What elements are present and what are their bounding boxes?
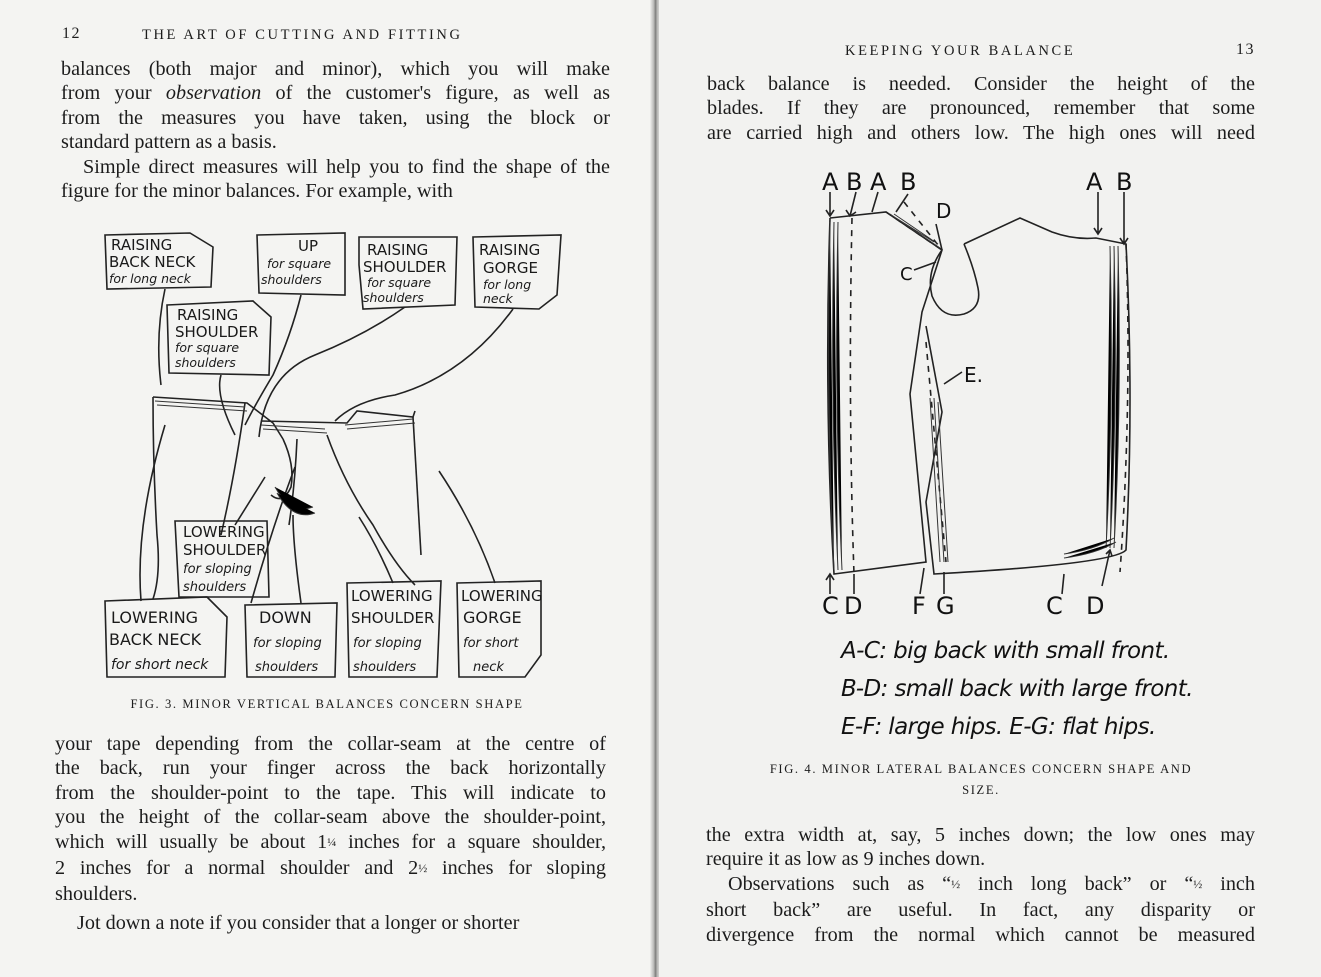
- text-line: 2 inches for a normal shoulder and 2½ inches for sloping: [55, 857, 606, 880]
- figure-4-legend-line-3: E-F: large hips. E-G: flat hips.: [841, 714, 1156, 740]
- label-lowering-shoulder-mid-2: SHOULDER: [183, 541, 267, 559]
- label-raising-shoulder-left-4: shoulders: [175, 355, 236, 370]
- label-lowering-gorge-3: for short: [463, 636, 519, 651]
- text-line: the back, run your finger across the back horizontally: [55, 757, 606, 780]
- text-line: Jot down a note if you consider that a longer or shorter: [77, 911, 520, 934]
- text-line: balances (both major and minor), which you will make: [61, 58, 610, 80]
- label-lowering-shoulder-mid-4: shoulders: [183, 580, 247, 595]
- label-raising-shoulder-left-1: RAISING: [177, 306, 239, 324]
- label-raising-gorge-3: for long: [483, 277, 532, 292]
- label-lowering-gorge-1: LOWERING: [461, 587, 543, 605]
- letter-a-2: A: [870, 168, 887, 196]
- label-up-3: shoulders: [261, 272, 322, 287]
- letter-d-1: D: [844, 592, 863, 620]
- text-line: Observations such as “½ inch long back” or “½ inch: [728, 872, 1255, 895]
- text-line: are carried high and others low. The high ones will need: [707, 121, 1255, 144]
- label-lowering-shoulder-mid-3: for sloping: [183, 562, 252, 577]
- text-line: shoulders.: [55, 883, 138, 906]
- figure-4-diagram: [814, 162, 1144, 622]
- page-number-right: 13: [1236, 41, 1255, 58]
- figure-4-caption-line-2: SIZE.: [962, 783, 1000, 797]
- text-line: which will usually be about 1¼ inches for a square shoulder,: [55, 830, 606, 853]
- label-up-2: for square: [267, 256, 332, 271]
- right-page: [659, 0, 1321, 977]
- label-lowering-back-neck-1: LOWERING: [111, 608, 199, 627]
- left-page: [0, 0, 652, 977]
- text-line: from your observation of the customer's figure, as well as: [61, 82, 610, 105]
- label-raising-shoulder-left-3: for square: [175, 340, 240, 355]
- label-lowering-shoulder-bottom-3: for sloping: [353, 636, 422, 651]
- letter-b-1: B: [846, 168, 863, 196]
- text-line: you the height of the collar-seam above the shoulder-point,: [55, 806, 606, 829]
- letter-c-1: C: [822, 592, 839, 620]
- label-down-2: for sloping: [253, 636, 322, 651]
- label-up-1: UP: [298, 237, 319, 255]
- paragraph-bottom-right: [706, 823, 1255, 947]
- text-line: from the shoulder-point to the tape. This will indicate to: [55, 781, 606, 804]
- label-raising-gorge-4: neck: [483, 291, 513, 306]
- label-raising-gorge-2: GORGE: [483, 259, 538, 277]
- paragraph-second-left: Simple direct measures will help you to find the shape of the figure for the minor balances. For example, with: [61, 155, 610, 203]
- label-raising-back-neck-3: for long neck: [109, 271, 191, 286]
- label-raising-gorge-1: RAISING: [479, 241, 541, 259]
- figure-4-legend-line-2: B-D: small back with large front.: [841, 676, 1193, 702]
- letter-c-2: C: [1046, 592, 1063, 620]
- label-down-1: DOWN: [259, 608, 312, 627]
- label-lowering-shoulder-bottom-4: shoulders: [353, 660, 417, 675]
- text-line: your tape depending from the collar-seam at the centre of: [55, 733, 606, 755]
- label-raising-shoulder-top-1: RAISING: [367, 241, 429, 259]
- figure-4-caption-line-1: FIG. 4. MINOR LATERAL BALANCES CONCERN SHAPE AND: [769, 762, 1193, 776]
- figure-4-legend-line-1: A-C: big back with small front.: [841, 638, 1170, 664]
- text-line: blades. If they are pronounced, remember that some: [707, 97, 1255, 120]
- page-number-left: 12: [62, 25, 81, 42]
- label-raising-shoulder-top-3: for square: [367, 275, 432, 290]
- letter-b-2: B: [900, 168, 917, 196]
- letter-c: C: [900, 264, 913, 285]
- text-line: standard pattern as a basis.: [61, 131, 277, 154]
- figure-3-diagram: [95, 225, 565, 685]
- text-line: divergence from the normal which cannot be measured: [706, 923, 1255, 946]
- letter-f: F: [912, 592, 926, 620]
- text-line: short back” are useful. In fact, any disparity or: [706, 899, 1255, 922]
- text-line: the extra width at, say, 5 inches down; the low ones may: [706, 824, 1255, 846]
- letter-d-2: D: [1086, 592, 1105, 620]
- letter-d: D: [936, 199, 952, 223]
- label-raising-shoulder-top-4: shoulders: [363, 290, 424, 305]
- label-lowering-gorge-4: neck: [473, 660, 504, 675]
- label-down-3: shoulders: [255, 660, 319, 675]
- letter-g: G: [936, 592, 955, 620]
- label-lowering-gorge-2: GORGE: [463, 608, 522, 627]
- paragraph-top-left: [61, 57, 610, 203]
- label-raising-shoulder-top-2: SHOULDER: [363, 258, 447, 276]
- label-raising-back-neck-2: BACK NECK: [109, 253, 196, 271]
- text-line: back balance is needed. Consider the height of the: [707, 73, 1255, 95]
- label-lowering-shoulder-bottom-2: SHOULDER: [351, 609, 435, 627]
- label-raising-back-neck-1: RAISING: [111, 236, 173, 254]
- letter-a-1: A: [822, 168, 839, 196]
- label-lowering-back-neck-3: for short neck: [111, 657, 209, 673]
- label-lowering-shoulder-mid-1: LOWERING: [183, 523, 265, 541]
- label-raising-shoulder-left-2: SHOULDER: [175, 323, 259, 341]
- text-line: from the measures you have taken, using the block or: [61, 106, 610, 129]
- running-head-left: THE ART OF CUTTING AND FITTING: [142, 27, 463, 43]
- letter-b-3: B: [1116, 168, 1133, 196]
- text-line: require it as low as 9 inches down.: [706, 848, 986, 871]
- letter-e: E.: [964, 363, 983, 387]
- letter-a-3: A: [1086, 168, 1103, 196]
- paragraph-top-right: [707, 72, 1255, 145]
- paragraph-bottom-left: [55, 732, 606, 935]
- label-lowering-back-neck-2: BACK NECK: [109, 630, 202, 649]
- running-head-right: KEEPING YOUR BALANCE: [845, 43, 1076, 59]
- label-lowering-shoulder-bottom-1: LOWERING: [351, 587, 433, 605]
- figure-3-caption: FIG. 3. MINOR VERTICAL BALANCES CONCERN SHAPE: [130, 697, 524, 711]
